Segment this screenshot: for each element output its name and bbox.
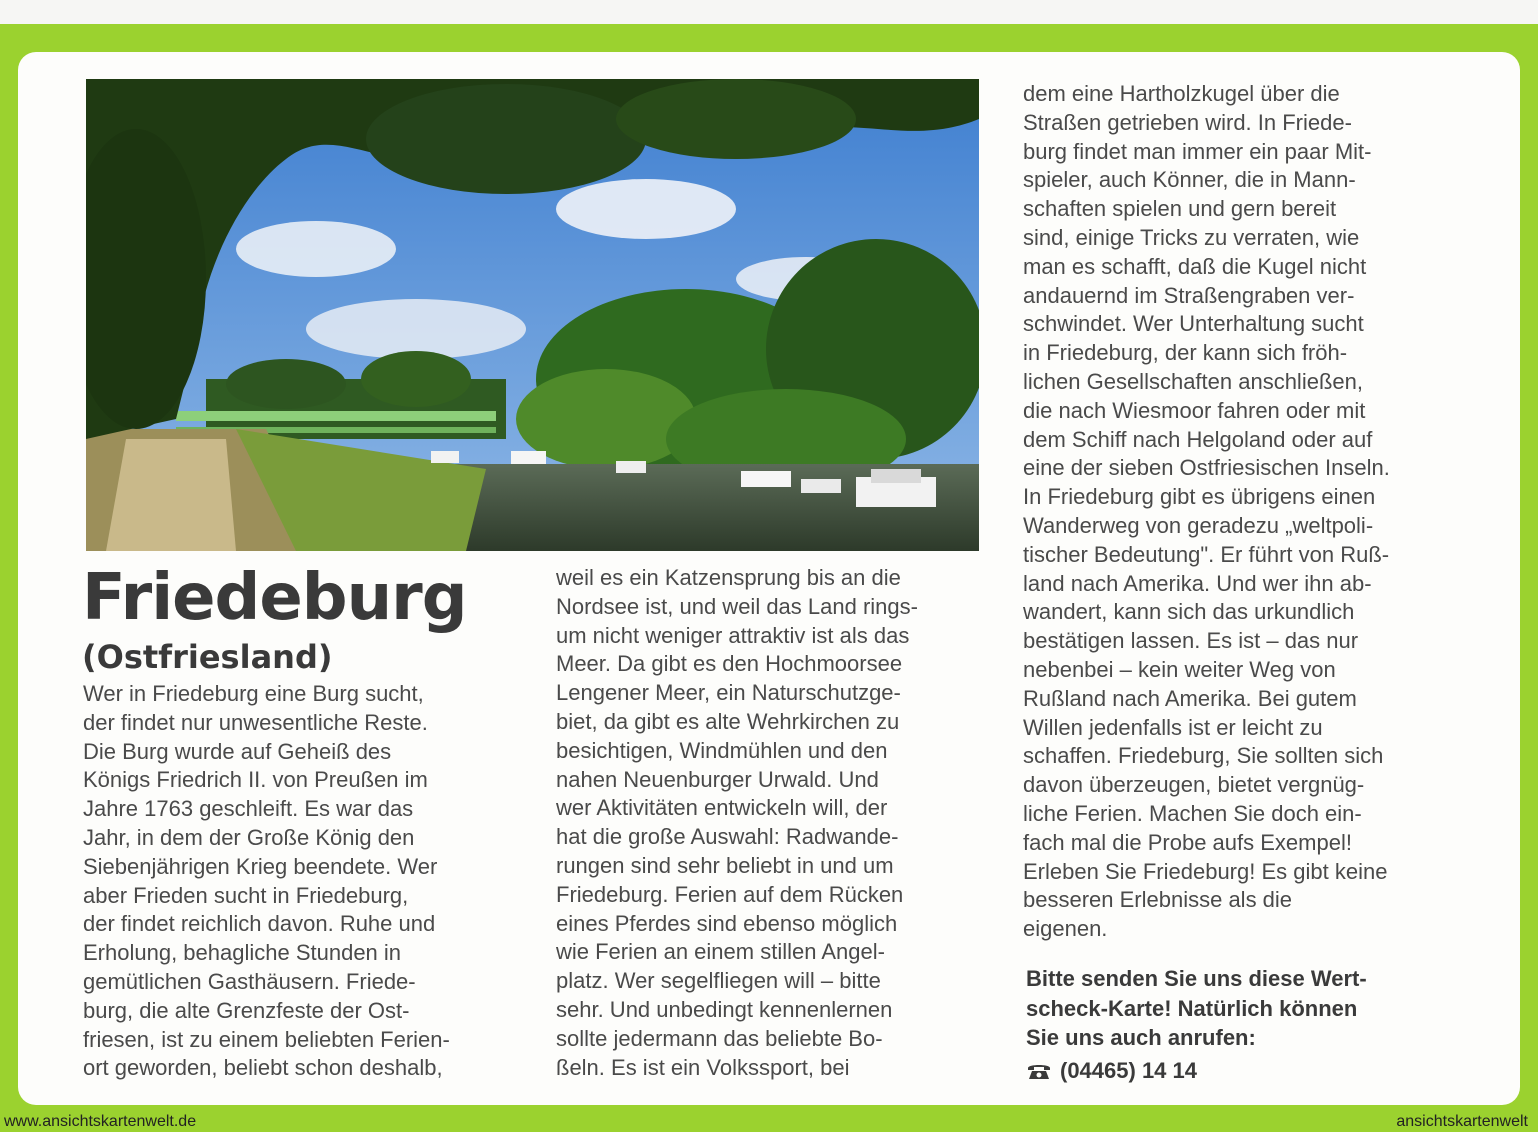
text-line: platz. Wer segelfliegen will – bitte bbox=[556, 968, 881, 994]
text-line: schaften spielen und gern bereit bbox=[1023, 196, 1337, 222]
text-line: ort geworden, beliebt schon deshalb, bbox=[83, 1055, 443, 1081]
text-line: Willen jedenfalls ist er leicht zu bbox=[1023, 714, 1323, 740]
text-line: Lengener Meer, ein Naturschutzge- bbox=[556, 680, 901, 706]
text-line: Jahr, in dem der Große König den bbox=[83, 824, 415, 850]
phone-number bbox=[1026, 1056, 1197, 1088]
text-line: in Friedeburg, der kann sich fröh- bbox=[1023, 340, 1348, 366]
page-subtitle: (Ostfriesland) bbox=[82, 638, 333, 676]
text-line: man es schafft, daß die Kugel nicht bbox=[1023, 253, 1367, 279]
text-line: nahen Neuenburger Urwald. Und bbox=[556, 766, 879, 792]
text-line: andauernd im Straßengraben ver- bbox=[1023, 282, 1355, 308]
text-line: eines Pferdes sind ebenso möglich bbox=[556, 910, 898, 936]
text-line: Wer in Friedeburg eine Burg sucht, bbox=[83, 681, 424, 706]
text-line: Wanderweg von geradezu „weltpoli- bbox=[1023, 512, 1374, 538]
text-line: Rußland nach Amerika. Bei gutem bbox=[1023, 685, 1357, 711]
text-line: friesen, ist zu einem beliebten Ferien- bbox=[83, 1026, 450, 1052]
text-line: Straßen getrieben wird. In Friede- bbox=[1023, 109, 1352, 135]
text-line: nebenbei – kein weiter Weg von bbox=[1023, 656, 1336, 682]
text-line: sollte jedermann das beliebte Bo- bbox=[556, 1025, 883, 1051]
telephone-icon bbox=[1026, 1058, 1052, 1088]
text-line: scheck-Karte! Natürlich können bbox=[1026, 995, 1358, 1021]
text-line: davon überzeugen, bietet vergnüg- bbox=[1023, 772, 1365, 798]
text-line: um nicht weniger attraktiv ist als das bbox=[556, 622, 910, 648]
text-line: eine der sieben Ostfriesischen Inseln. bbox=[1023, 455, 1390, 481]
text-line: besichtigen, Windmühlen und den bbox=[556, 737, 888, 763]
text-line: wie Ferien an einem stillen Angel- bbox=[556, 939, 885, 965]
text-line: Jahre 1763 geschleift. Es war das bbox=[83, 796, 414, 822]
text-column-2 bbox=[556, 564, 918, 1082]
text-line: Erleben Sie Friedeburg! Es gibt keine bbox=[1023, 858, 1388, 884]
footer-brand: ansichtskartenwelt bbox=[1396, 1113, 1528, 1130]
text-line: gemütlichen Gasthäusern. Friede- bbox=[83, 968, 416, 994]
text-line: Erholung, behagliche Stunden in bbox=[83, 940, 402, 966]
landscape-photo bbox=[86, 79, 979, 551]
text-line: sehr. Und unbedingt kennenlernen bbox=[556, 996, 893, 1022]
text-line: liche Ferien. Machen Sie doch ein- bbox=[1023, 800, 1362, 826]
text-line: die nach Wiesmoor fahren oder mit bbox=[1023, 397, 1366, 423]
text-line: der findet nur unwesentliche Reste. bbox=[83, 709, 428, 735]
phone-number-text: (04465) 14 14 bbox=[1060, 1058, 1197, 1083]
text-line: spieler, auch Könner, die in Mann- bbox=[1023, 167, 1356, 193]
text-line: Siebenjährigen Krieg beendete. Wer bbox=[83, 853, 438, 879]
text-line: Friedeburg. Ferien auf dem Rücken bbox=[556, 881, 904, 907]
text-column-1 bbox=[83, 680, 450, 1083]
text-line: Nordsee ist, und weil das Land rings- bbox=[556, 593, 918, 619]
footer-url: www.ansichtskartenwelt.de bbox=[4, 1113, 197, 1130]
text-line: schwindet. Wer Unterhaltung sucht bbox=[1023, 311, 1364, 337]
text-line: Meer. Da gibt es den Hochmoorsee bbox=[556, 651, 903, 677]
text-line: Bitte senden Sie uns diese Wert- bbox=[1026, 966, 1367, 991]
text-line: Sie uns auch anrufen: bbox=[1026, 1025, 1256, 1050]
text-line: fach mal die Probe aufs Exempel! bbox=[1023, 829, 1352, 855]
page-title: Friedeburg bbox=[82, 561, 467, 635]
text-line: bestätigen lassen. Es ist – das nur bbox=[1023, 628, 1359, 654]
text-line: besseren Erlebnisse als die bbox=[1023, 887, 1293, 913]
text-line: wer Aktivitäten entwickeln will, der bbox=[556, 795, 888, 821]
text-line: biet, da gibt es alte Wehrkirchen zu bbox=[556, 708, 900, 734]
text-line: dem eine Hartholzkugel über die bbox=[1023, 81, 1340, 106]
text-line: lichen Gesellschaften anschließen, bbox=[1023, 368, 1363, 394]
text-line: sind, einige Tricks zu verraten, wie bbox=[1023, 224, 1360, 250]
text-line: rungen sind sehr beliebt in und um bbox=[556, 852, 894, 878]
text-line: aber Frieden sucht in Friedeburg, bbox=[83, 882, 409, 908]
text-line: In Friedeburg gibt es übrigens einen bbox=[1023, 484, 1376, 510]
text-line: land nach Amerika. Und wer ihn ab- bbox=[1023, 570, 1372, 596]
text-line: tischer Bedeutung". Er führt von Ruß- bbox=[1023, 541, 1390, 567]
call-to-action bbox=[1026, 964, 1367, 1053]
text-line: Die Burg wurde auf Geheiß des bbox=[83, 738, 392, 764]
text-line: eigenen. bbox=[1023, 916, 1108, 942]
text-column-3 bbox=[1023, 80, 1390, 944]
text-line: schaffen. Friedeburg, Sie sollten sich bbox=[1023, 743, 1384, 769]
text-line: der findet reichlich davon. Ruhe und bbox=[83, 911, 436, 937]
top-strip bbox=[0, 0, 1538, 24]
text-line: Königs Friedrich II. von Preußen im bbox=[83, 767, 428, 793]
text-line: burg, die alte Grenzfeste der Ost- bbox=[83, 997, 410, 1023]
text-line: burg findet man immer ein paar Mit- bbox=[1023, 138, 1372, 164]
text-line: weil es ein Katzensprung bis an die bbox=[556, 565, 901, 590]
text-line: wandert, kann sich das urkundlich bbox=[1023, 599, 1355, 625]
text-line: hat die große Auswahl: Radwande- bbox=[556, 824, 899, 850]
text-line: ßeln. Es ist ein Volkssport, bei bbox=[556, 1054, 850, 1080]
text-line: dem Schiff nach Helgoland oder auf bbox=[1023, 426, 1373, 452]
